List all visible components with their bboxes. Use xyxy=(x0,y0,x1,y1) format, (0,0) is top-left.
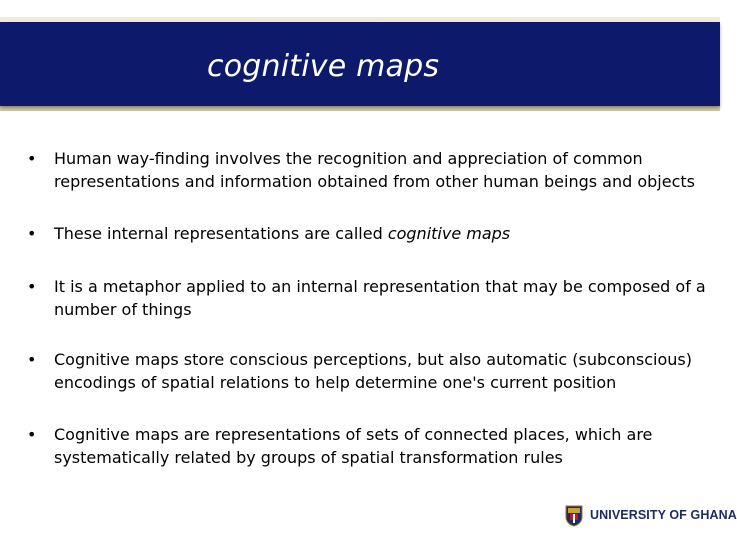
bullet-text xyxy=(54,275,720,321)
bullet-text xyxy=(54,348,720,394)
bullet-text-part: It is a metaphor applied to an internal representation that may be composed of a number of things xyxy=(54,277,706,319)
bullet-marker: • xyxy=(27,425,37,444)
bullet-marker: • xyxy=(27,350,37,369)
bullet-text xyxy=(54,222,720,245)
bullet-text-part: These internal representations are called xyxy=(54,224,388,243)
bullet-text xyxy=(54,147,720,193)
university-logo xyxy=(565,505,737,529)
bullet-marker: • xyxy=(27,224,37,243)
bullet-marker: • xyxy=(27,277,37,296)
slide-title: cognitive maps xyxy=(207,49,440,84)
bullet-text-emphasis: cognitive maps xyxy=(387,224,511,243)
university-crest-icon xyxy=(565,505,583,527)
university-name: UNIVERSITY OF GHANA xyxy=(590,508,737,522)
bullet-text-part: Human way-finding involves the recognition and appreciation of common representations and information obtained from other human beings and objects xyxy=(54,149,695,191)
bullet-marker: • xyxy=(27,149,37,168)
bullet-text-part: Cognitive maps are representations of sets of connected places, which are systematically related by groups of spatial transformation rules xyxy=(54,425,653,467)
bullet-text-part: Cognitive maps store conscious perceptions, but also automatic (subconscious) encodings of spatial relations to help determine one's current position xyxy=(54,350,692,392)
bullet-text xyxy=(54,423,720,469)
